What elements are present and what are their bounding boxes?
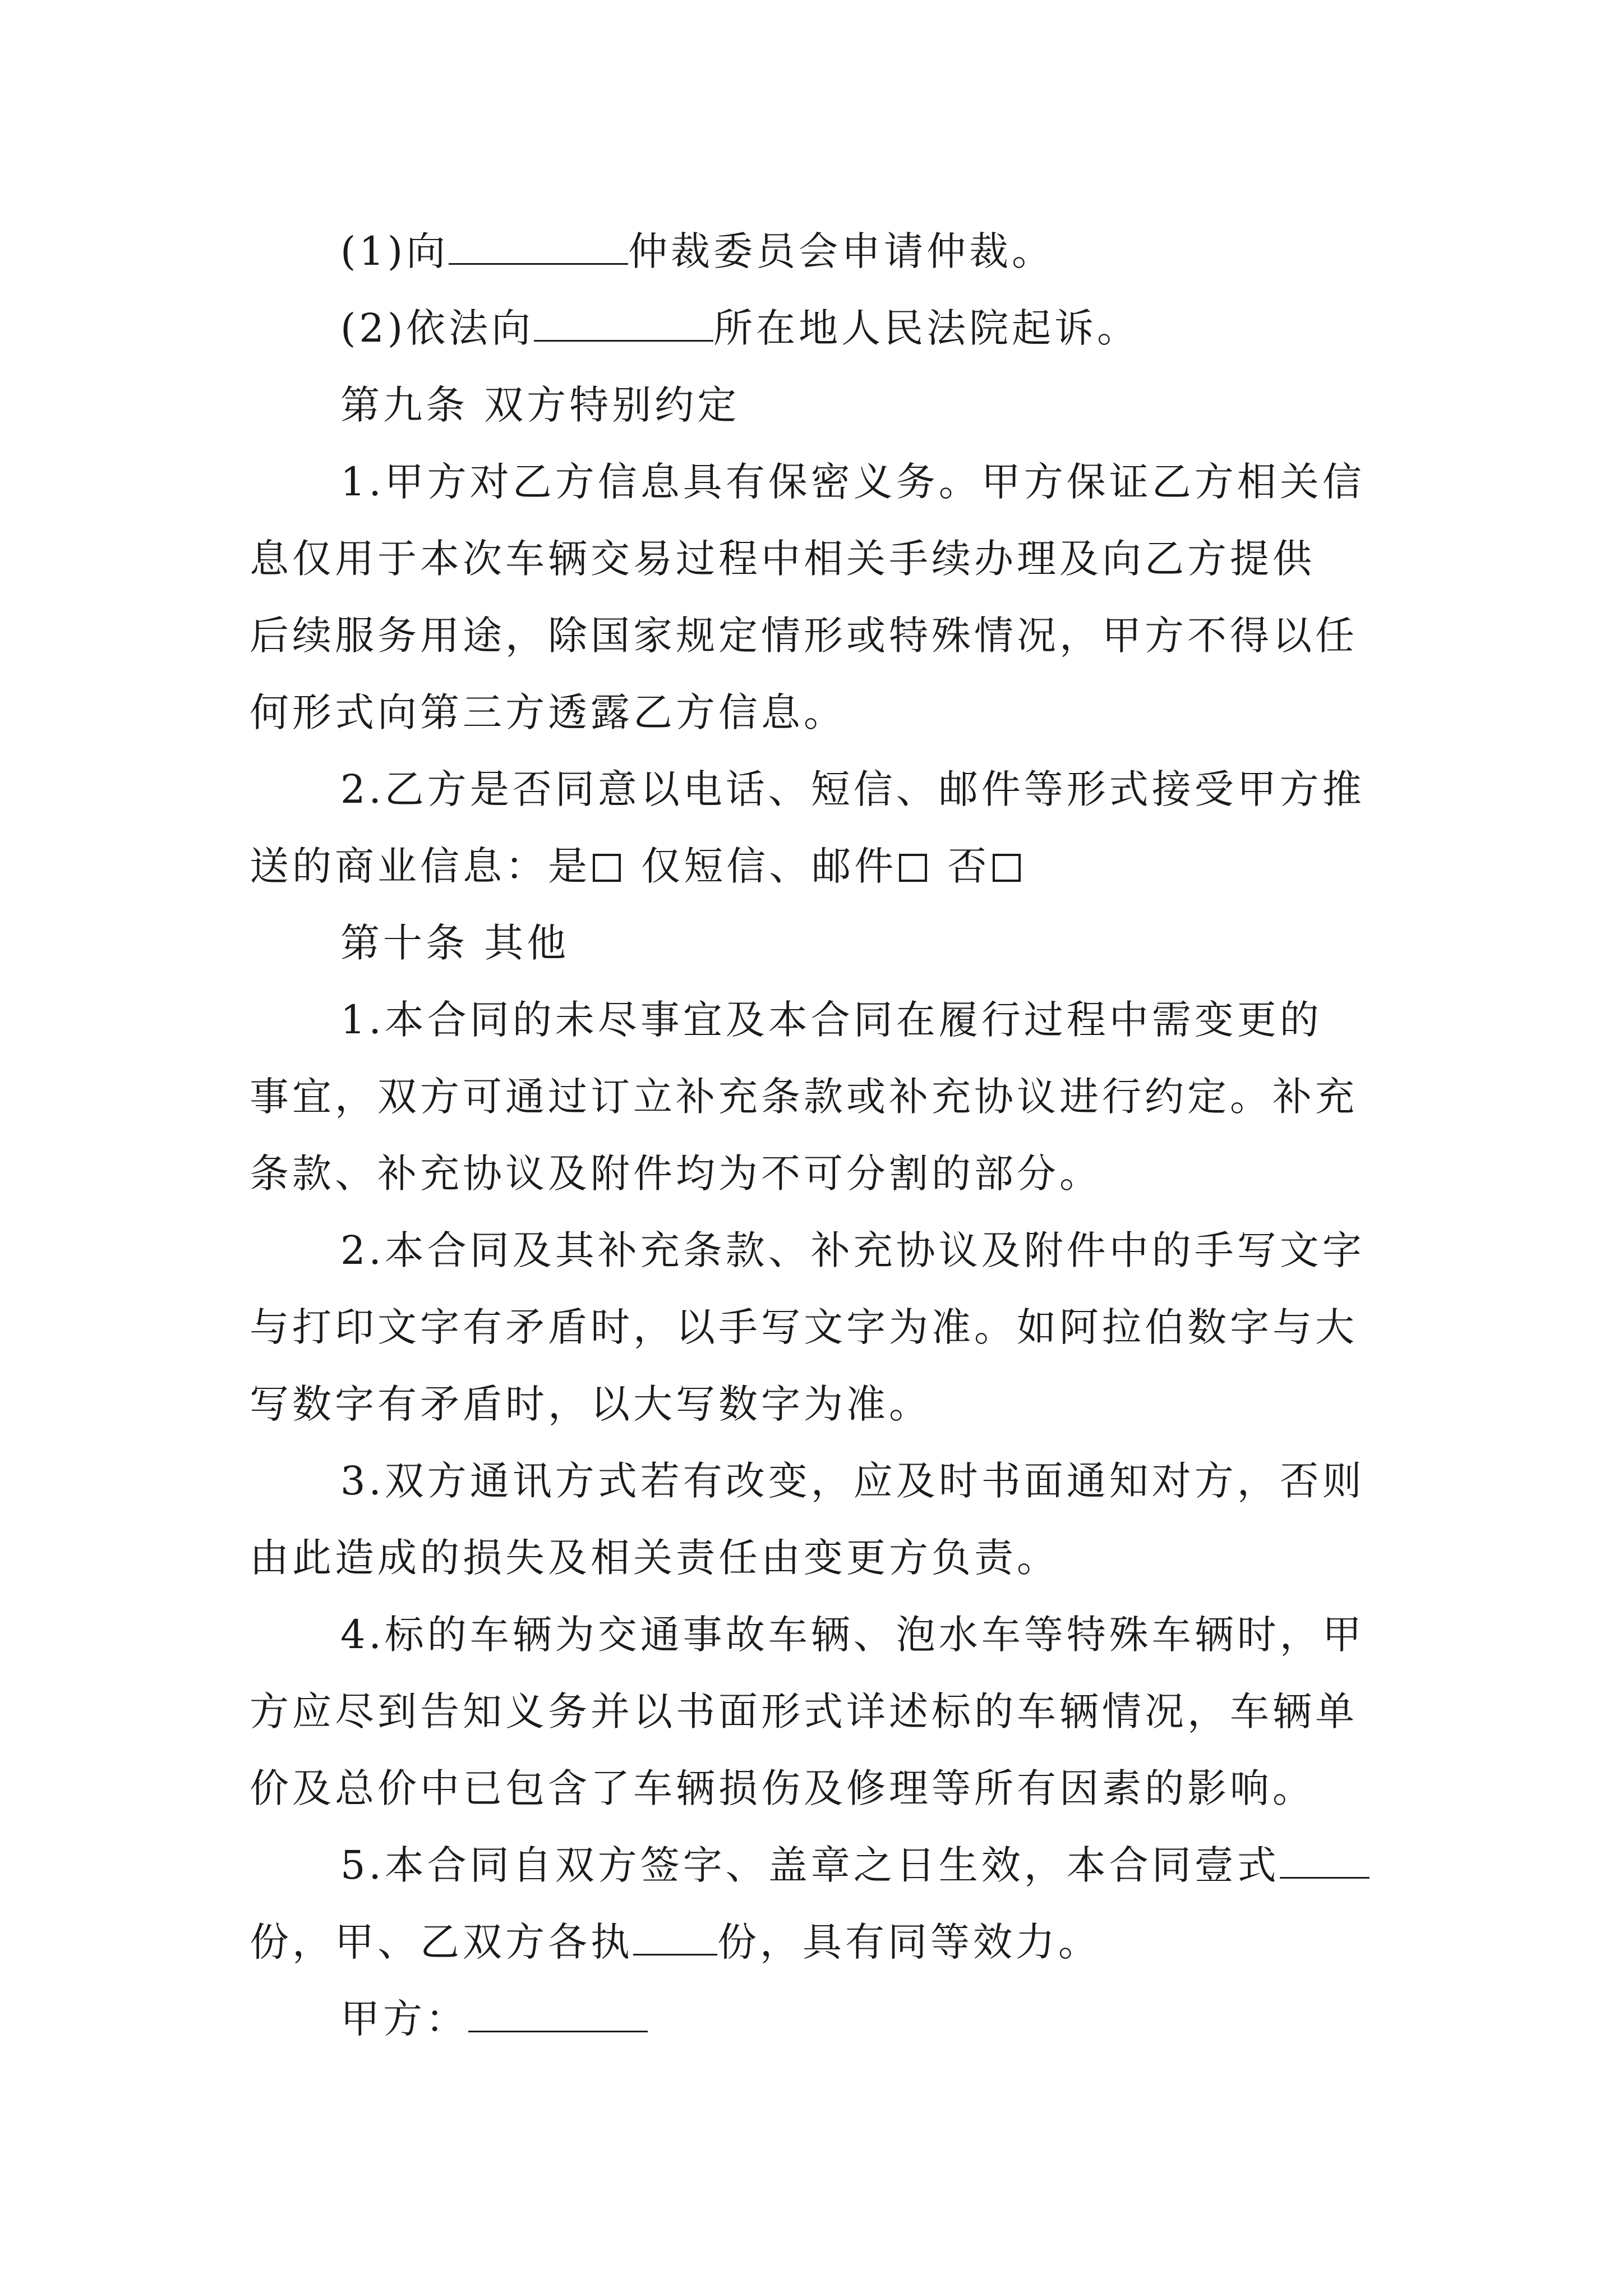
article-10-para-5-line — [250, 1827, 1388, 1904]
article-10-heading: 第十条 其他 — [340, 920, 570, 966]
article-10-para-4-line: 方应尽到告知义务并以书面形式详述标的车辆情况，车辆单 — [250, 1688, 1358, 1734]
article-9-para-1-line: 何形式向第三方透露乙方信息。 — [250, 689, 846, 735]
article-10-para-3-line: 由此造成的损失及相关责任由变更方负责。 — [250, 1535, 1059, 1581]
text: 5.本合同自双方签字、盖章之日生效，本合同壹式 — [340, 1842, 1280, 1888]
text: (2)依法向 — [340, 305, 534, 351]
fill-blank — [534, 307, 713, 342]
text: 份，具有同等效力。 — [717, 1919, 1101, 1965]
text: 仲裁委员会申请仲裁。 — [628, 228, 1055, 274]
contract-page — [250, 213, 1388, 2058]
option-yes-label: 是 — [548, 843, 591, 889]
party-a-blank — [468, 1998, 648, 2032]
option-no-label: 否 — [947, 843, 990, 889]
text: 份，甲、乙双方各执 — [250, 1919, 633, 1965]
fill-blank — [633, 1921, 717, 1955]
article-10-para-3-line: 3.双方通讯方式若有改变，应及时书面通知对方，否则 — [340, 1458, 1365, 1504]
arbitration-option-1 — [250, 213, 1388, 290]
party-a-signature-line — [250, 1981, 1388, 2058]
option-no-checkbox[interactable] — [993, 854, 1021, 882]
text: 所在地人民法院起诉。 — [713, 305, 1140, 351]
article-10-para-1-line: 事宜，双方可通过订立补充条款或补充协议进行约定。补充 — [250, 1074, 1358, 1120]
article-10-para-1-line: 1.本合同的未尽事宜及本合同在履行过程中需变更的 — [340, 997, 1322, 1043]
article-9-para-2-line: 2.乙方是否同意以电话、短信、邮件等形式接受甲方推 — [340, 766, 1365, 812]
article-10-para-2-line: 与打印文字有矛盾时，以手写文字为准。如阿拉伯数字与大 — [250, 1304, 1358, 1350]
option-sms-checkbox[interactable] — [899, 854, 927, 882]
article-9-heading: 第九条 双方特别约定 — [340, 382, 740, 428]
fill-blank — [1280, 1844, 1370, 1879]
article-10-para-4-line: 价及总价中已包含了车辆损伤及修理等所有因素的影响。 — [250, 1765, 1315, 1811]
arbitration-option-2 — [250, 290, 1388, 367]
text: 送的商业信息： — [250, 843, 548, 889]
party-a-label: 甲方： — [340, 1996, 468, 2042]
option-yes-checkbox[interactable] — [593, 854, 621, 882]
text: (1)向 — [340, 228, 449, 274]
article-10-para-5-line — [250, 1904, 1388, 1981]
article-10-para-1-line: 条款、补充协议及附件均为不可分割的部分。 — [250, 1151, 1102, 1197]
article-9-para-1-line: 息仅用于本次车辆交易过程中相关手续办理及向乙方提供 — [250, 536, 1315, 582]
fill-blank — [449, 231, 628, 265]
article-10-para-2-line: 2.本合同及其补充条款、补充协议及附件中的手写文字 — [340, 1227, 1365, 1273]
article-10-para-2-line: 写数字有矛盾时，以大写数字为准。 — [250, 1381, 932, 1427]
article-10-para-4-line: 4.标的车辆为交通事故车辆、泡水车等特殊车辆时，甲 — [340, 1612, 1365, 1658]
article-9-para-2-line — [250, 828, 1388, 905]
option-sms-label: 仅短信、邮件 — [641, 843, 897, 889]
article-9-para-1-line: 1.甲方对乙方信息具有保密义务。甲方保证乙方相关信 — [340, 459, 1365, 505]
article-9-para-1-line: 后续服务用途，除国家规定情形或特殊情况，甲方不得以任 — [250, 613, 1358, 659]
